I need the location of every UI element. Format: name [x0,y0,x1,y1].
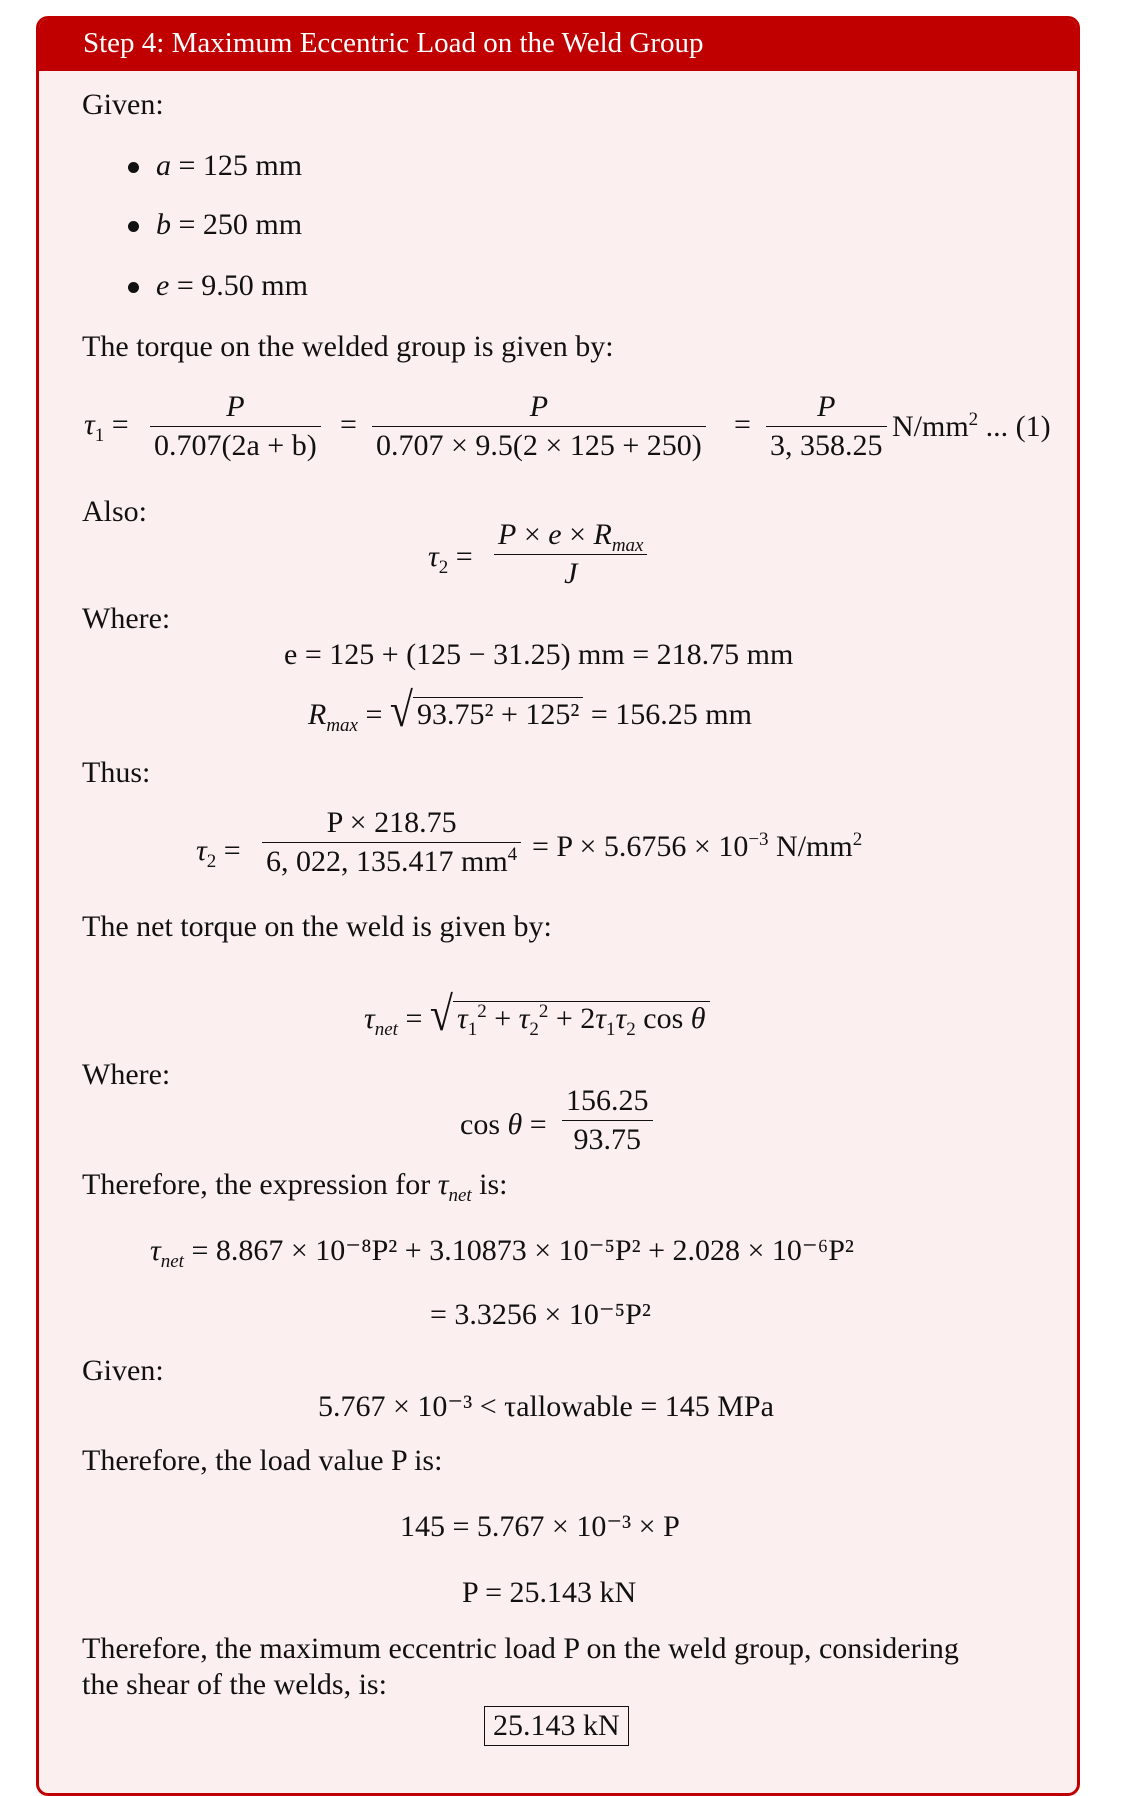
solve-line2: P = 25.143 kN [462,1576,637,1609]
tnet-line2: = 3.3256 × 10⁻⁵P² [430,1298,651,1331]
tnet-line1: $\tau_{net} = 8.867 \times 10^{-8}P^2 + 3.10873 \times 10^{-5}P^2 + 2.028 \times 10^{-6}P^2$ [150,1234,854,1272]
bullet [128,221,139,232]
given-e: e = 9.50 mm [156,269,308,302]
conclusion-line1: Therefore, the maximum eccentric load P on the weld group, considering [82,1632,959,1665]
step-header [39,19,1077,71]
given-label: Given: [82,88,164,121]
cos-symbol: cos θ = [460,1108,547,1141]
torque-intro: The torque on the welded group is given by: [82,330,614,363]
e-equation: e = 125 + (125 − 31.25) mm = 218.75 mm [284,638,794,671]
cos-frac: $\frac{156.25}{93.75}$ [562,1086,653,1155]
tau1-unit: $N/mm^2$ ... (1) [892,409,1051,443]
load-intro: Therefore, the load value P is: [82,1444,443,1477]
bullet [128,282,139,293]
tau1-frac2: $\frac{P}{0.707 \times 9.5(2 \times 125 + 250)}$ [372,392,706,461]
eq-sign: = [734,408,751,441]
tau2b-symbol: $\tau_2$ = [196,834,241,872]
thus-label: Thus: [82,756,151,789]
given-label-2: Given: [82,1354,164,1387]
bullet [128,162,139,173]
also-label: Also: [82,495,148,528]
tau2-symbol: $\tau_2$ = [428,540,473,578]
rmax-equation: $R_{max}$ = √ 93.75² + 125² = 156.25 mm [308,684,752,738]
final-answer-box: 25.143 kN [484,1706,629,1746]
tau2b-frac: $\frac{P \times 218.75}{6, 022, 135.417 mm^4}$ [262,808,521,877]
where-label: Where: [82,602,171,635]
given-b: b = 250 mm [156,208,303,241]
tau1-symbol: $\tau_1$ = [84,408,129,446]
expr-intro: Therefore, the expression for $\tau_{net}$ is: [82,1168,508,1206]
tau1-frac1: $\frac{P}{0.707(2a + b)}$ [150,392,321,461]
where-label-2: Where: [82,1058,171,1091]
tau2b-result: = $P \times 5.6756 \times 10^{-3}$ $N/mm^2$ [532,829,863,863]
solve-line1: 145 = 5.767 × 10⁻³ × P [400,1510,680,1543]
tau1-frac3: $\frac{P}{3, 358.25}$ [766,392,887,461]
given-a: a = 125 mm [156,149,303,182]
net-intro: The net torque on the weld is given by: [82,910,552,943]
eq-sign: = [340,408,357,441]
conclusion-line2: the shear of the welds, is: [82,1668,387,1701]
allowable-equation: 5.767 × 10⁻³ < τallowable = 145 MPa [318,1390,774,1423]
step-title: Step 4: Maximum Eccentric Load on the Weld Group [83,27,704,59]
tnet-equation: $\tau_{net}$ = √ $\tau_1^2 + \tau_2^2 + 2\tau_1\tau_2$ cos θ [364,994,710,1036]
tau2-frac: $\frac{P \times e \times R_{max}}{J}$ [494,520,647,589]
